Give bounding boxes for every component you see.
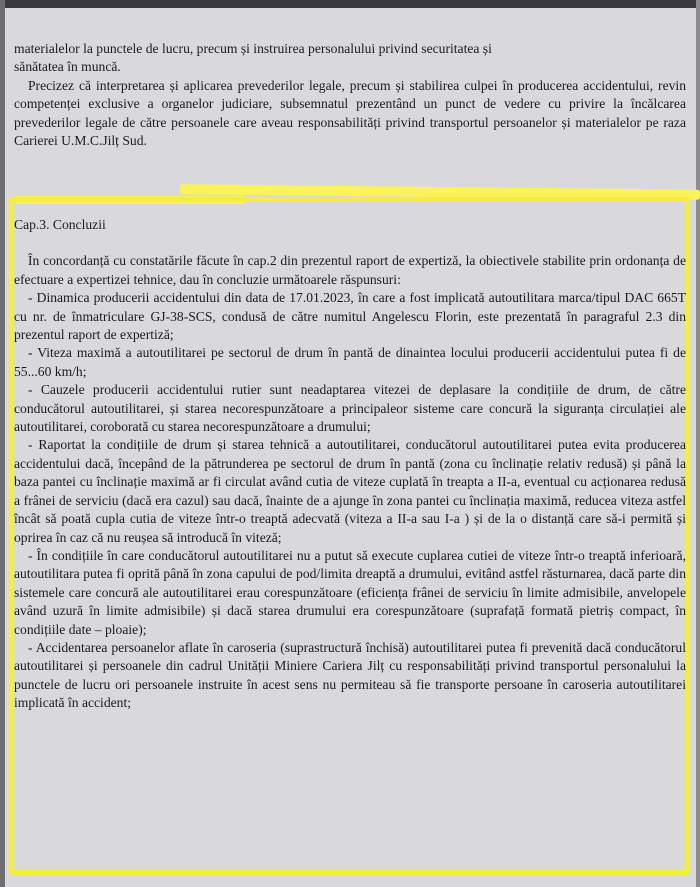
- paragraph-continued: [14, 40, 686, 77]
- right-edge-shadow: [696, 0, 700, 887]
- conclusion-item-1: - Dinamica producerii accidentului din data de 17.01.2023, în care a fost implicată autoutilitara marca/tipul DAC 665T cu nr. de înmatriculare GJ-38-SCS, condusă de către numitul Angelescu Florin, este prezentată în paragraful 2.3 din prezentul raport de expertiză;: [14, 290, 686, 343]
- conclusion-item-5: - În condițiile în care conducătorul autoutilitarei nu a putut să execute cuplarea cutiei de viteze într-o treaptă inferioară, autoutilitara putea fi oprită până în zona capului de pod/limita dreaptă a drumului, evitând astfel răsturnarea, dacă parte din sistemele care concură ale autoutilitarei erau corespunzătoare (eficiența frânei de serviciu în limite admisibile, anvelopele având uzură în limite admisibile) și dacă starea drumului era corespunzătoare (suprafață formată pietriș compact, în condițiile date – ploaie);: [14, 547, 686, 637]
- top-paragraph: [14, 40, 686, 150]
- conclusions-intro: În concordanță cu constatările făcute în cap.2 din prezentul raport de expertiză, la obiectivele stabilite prin ordonanța de efectuare a expertizei tehnice, dau în concluzie următoarele răspunsuri:: [14, 253, 686, 287]
- paragraph-legal-note: Precizez că interpretarea și aplicarea prevederilor legale, precum și stabilirea culpei în producerea accidentului, revin competenței exclusive a organelor judiciare, subsemnatul prezentând un punct de vedere cu privire la încălcarea prevederilor legale de către persoanele care aveau responsabilități privind transportul persoanelor și materialelor pe raza Carierei U.M.C.Jilț Sud.: [14, 77, 686, 149]
- section-heading: Cap.3. Concluzii: [14, 217, 106, 232]
- text-line: sănătatea în muncă.: [14, 59, 121, 75]
- conclusion-item-2: - Viteza maximă a autoutilitarei pe sectorul de drum în pantă de dinaintea locului producerii accidentului putea fi de 55...60 km/h;: [14, 345, 686, 379]
- left-edge-shadow: [0, 0, 5, 887]
- text-line: materialelor la punctele de lucru, precum și instruirea personalului privind securitatea și: [14, 41, 492, 56]
- conclusion-item-3: - Cauzele producerii accidentului rutier sunt neadaptarea vitezei de deplasare la condițiile de drum, de către conducătorul autoutilitarei, și starea necorespunzătoare a principaleor sisteme care concură la siguranța circulației ale autoutilitarei, coroborată cu starea necorespunzătoare a drumului;: [14, 382, 686, 435]
- conclusion-item-6: - Accidentarea persoanelor aflate în caroseria (suprastructură închisă) autoutilitarei putea fi prevenită dacă conducătorul autoutilitarei și persoanele din cadrul Unității Miniere Cariera Jilț cu responsabilități privind transportul personalului la punctele de lucru ori persoanele instruite în acest sens nu permiteau să fie transporte persoane în caroseria autoutilitarei implicată în accident;: [14, 639, 686, 711]
- conclusion-item-4: - Raportat la condițiile de drum și starea tehnică a autoutilitarei, conducătorul autoutilitarei putea evita producerea accidentului dacă, începând de la pătrunderea pe sectorul de drum în pantă (zona cu înclinație relativ redusă) și până la baza pantei cu înclinație maximă ar fi circulat având cutia de viteze cuplată în treapta a II-a, eventual cu acționarea redusă a frânei de serviciu (dacă era cazul) sau dacă, înainte de a ajunge în zona pantei cu înclinația maximă, reducea viteza astfel încât să poată cupla cutia de viteze într-o treaptă adecvată (viteza a II-a sau I-a ) și de la o distanță care să-i permită și oprirea în caz că nu reușea să introducă în viteză;: [14, 437, 686, 545]
- dark-top-strip: [0, 0, 700, 8]
- conclusions-section: [14, 216, 686, 713]
